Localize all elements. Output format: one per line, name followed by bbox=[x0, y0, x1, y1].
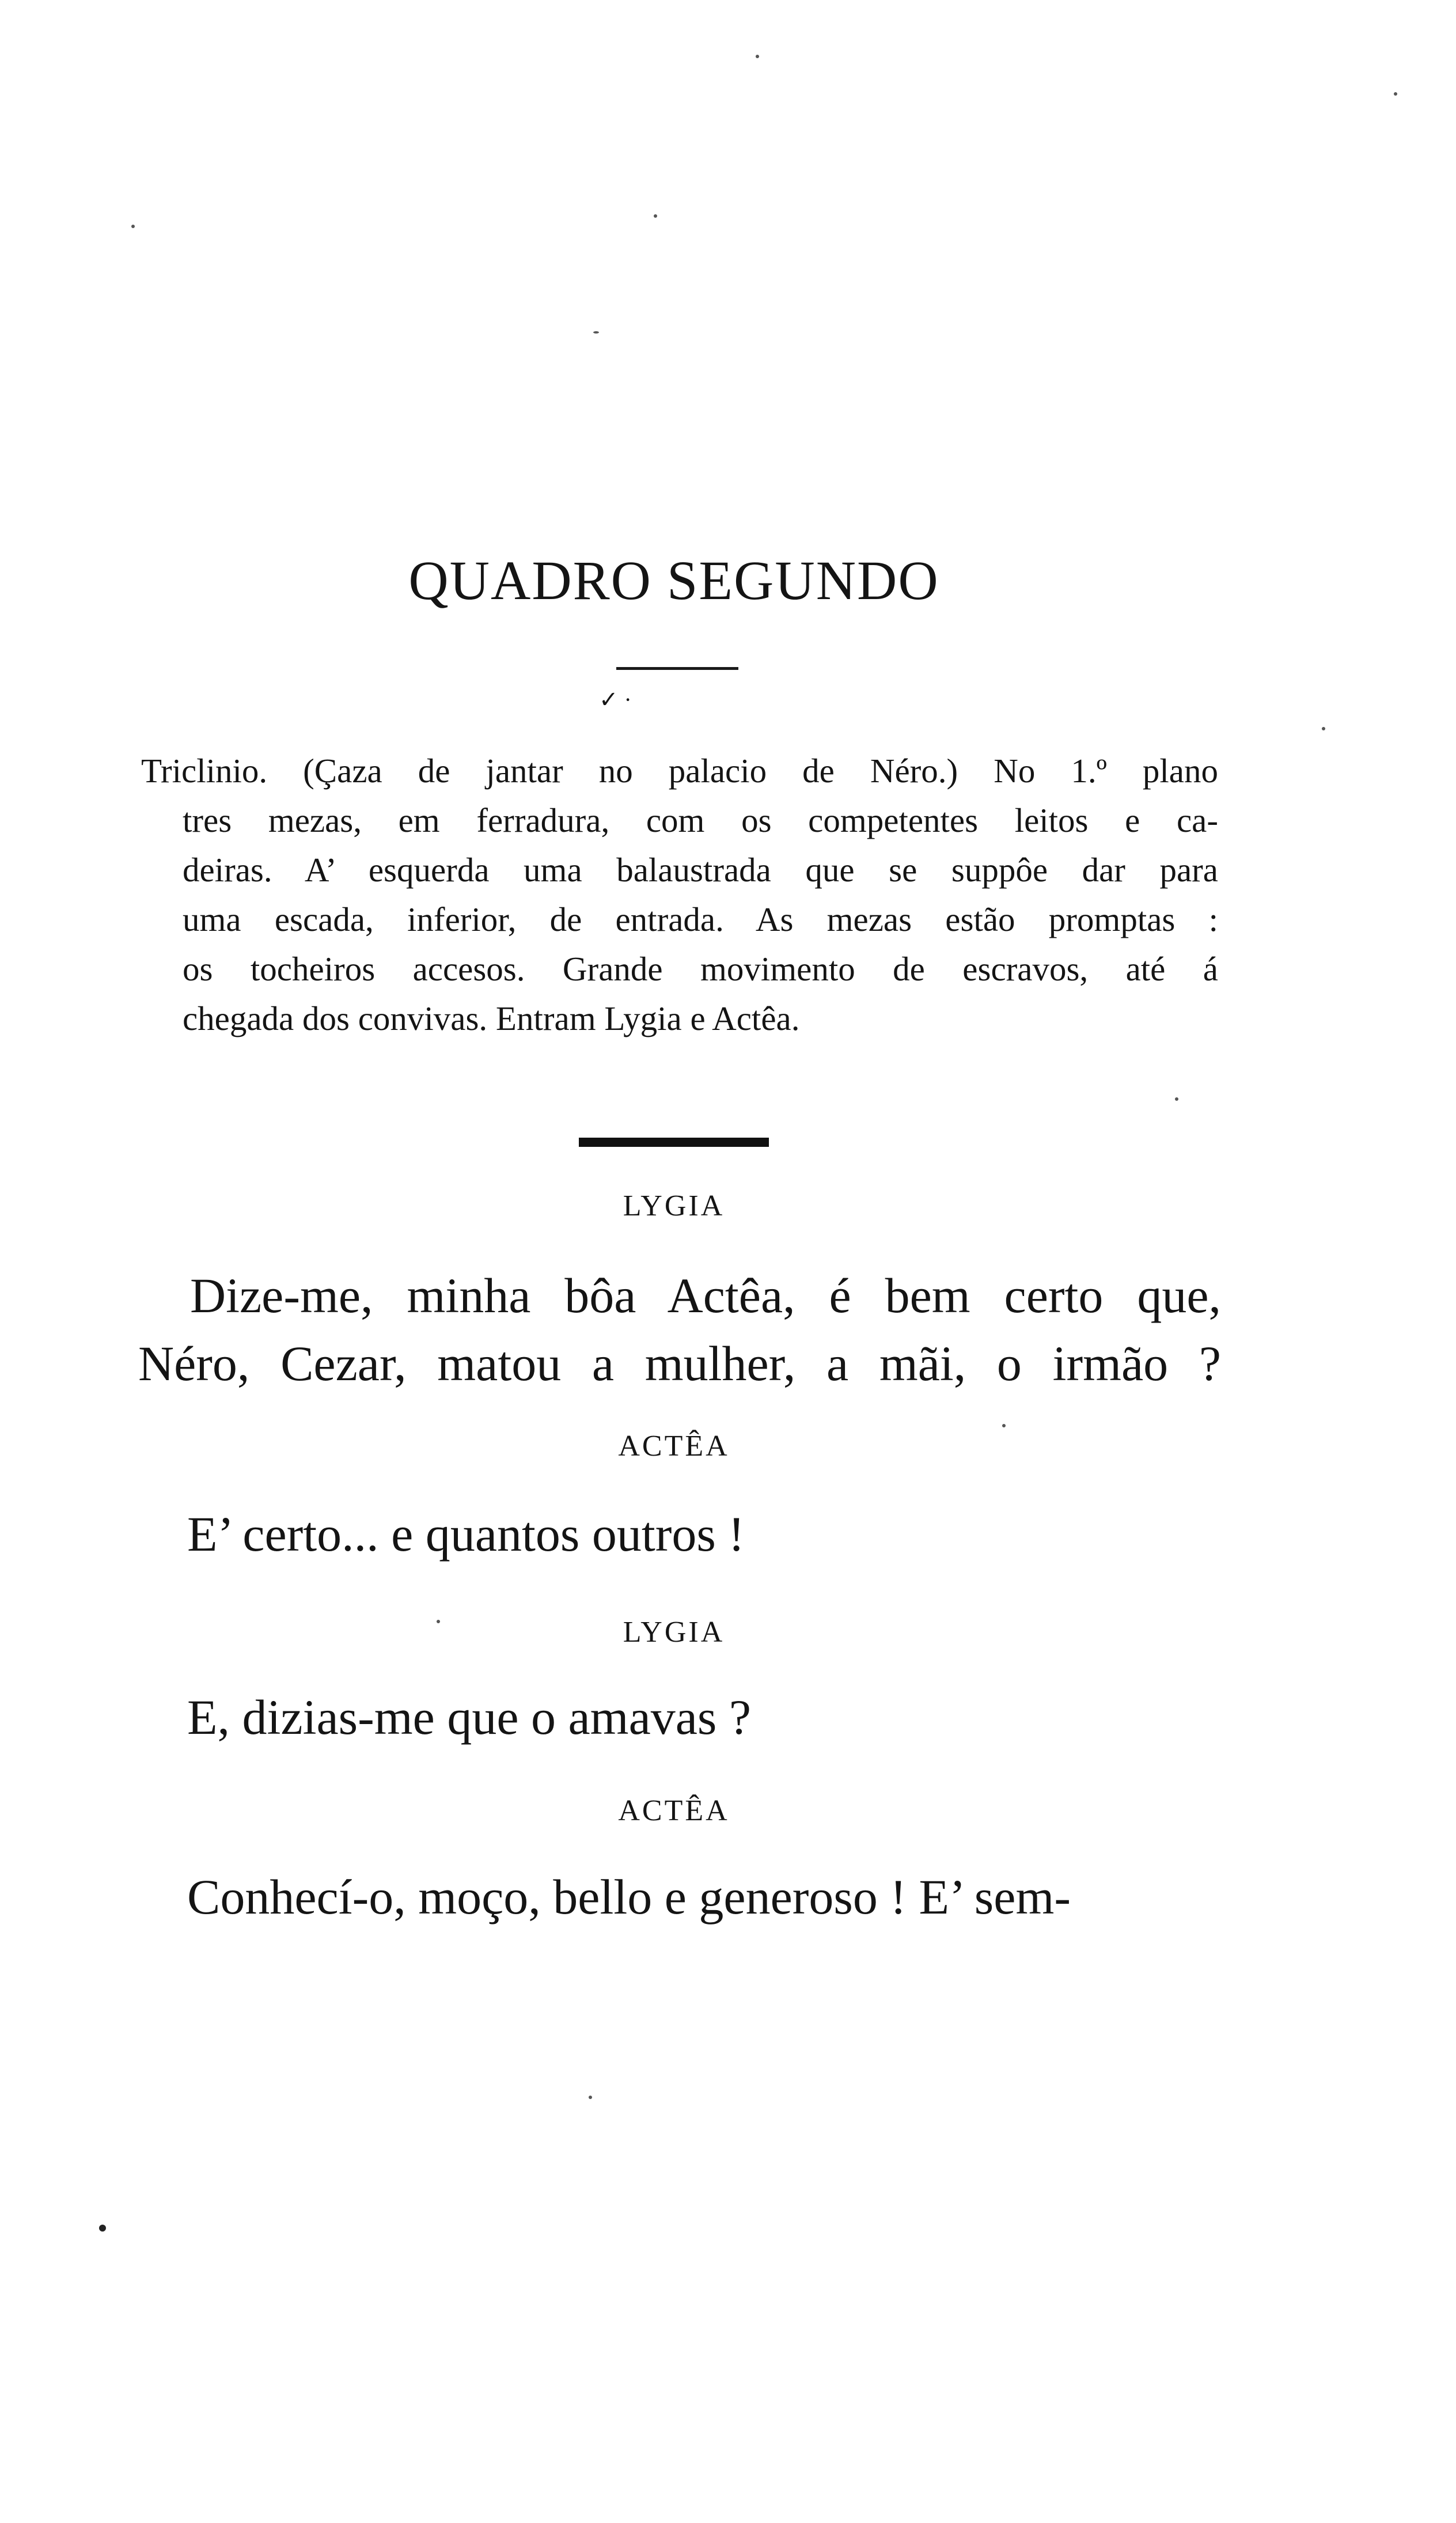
stage-line: tres mezas, em ferradura, com os competentes leitos e ca- bbox=[183, 801, 1218, 839]
scan-speck bbox=[1175, 1097, 1178, 1101]
ornament-mark: ✓ · bbox=[599, 687, 632, 713]
speech-line: Dize-me, minha bôa Actêa, é bem certo que, bbox=[190, 1268, 1221, 1323]
page-title: QUADRO SEGUNDO bbox=[408, 550, 939, 611]
scan-speck bbox=[654, 214, 657, 218]
scan-speck bbox=[1322, 727, 1325, 730]
scan-speck bbox=[1394, 92, 1397, 96]
scan-speck bbox=[593, 331, 599, 334]
speaker-name: ACTÊA bbox=[618, 1430, 730, 1463]
speech bbox=[138, 1262, 1221, 1397]
speaker-name: ACTÊA bbox=[618, 1794, 730, 1827]
scan-speck bbox=[99, 2225, 106, 2232]
speaker-name: LYGIA bbox=[623, 1616, 725, 1649]
speech-line: Néro, Cezar, matou a mulher, a mãi, o irmão ? bbox=[138, 1336, 1221, 1391]
speech-line: Conhecí-o, moço, bello e generoso ! E’ sem- bbox=[187, 1869, 1071, 1925]
scan-speck bbox=[1002, 1424, 1006, 1427]
scan-speck bbox=[131, 225, 135, 228]
stage-line: deiras. A’ esquerda uma balaustrada que se suppôe dar para bbox=[183, 851, 1218, 889]
section-rule bbox=[579, 1138, 769, 1147]
speaker-name: LYGIA bbox=[623, 1189, 725, 1222]
speech-line: E, dizias-me que o amavas ? bbox=[187, 1689, 752, 1745]
speech-line: E’ certo... e quantos outros ! bbox=[187, 1506, 745, 1562]
stage-line: uma escada, inferior, de entrada. As mezas estão promptas : bbox=[183, 900, 1218, 938]
scan-speck bbox=[589, 2096, 592, 2099]
stage-line: chegada dos convivas. Entram Lygia e Actêa. bbox=[183, 999, 800, 1037]
scan-speck bbox=[756, 55, 759, 58]
stage-direction bbox=[141, 746, 1218, 1043]
stage-line: os tocheiros accesos. Grande movimento de escravos, até á bbox=[183, 950, 1218, 988]
stage-line: Triclinio. (Çaza de jantar no palacio de Néro.) No 1.º plano bbox=[141, 752, 1218, 790]
title-rule bbox=[616, 667, 738, 670]
